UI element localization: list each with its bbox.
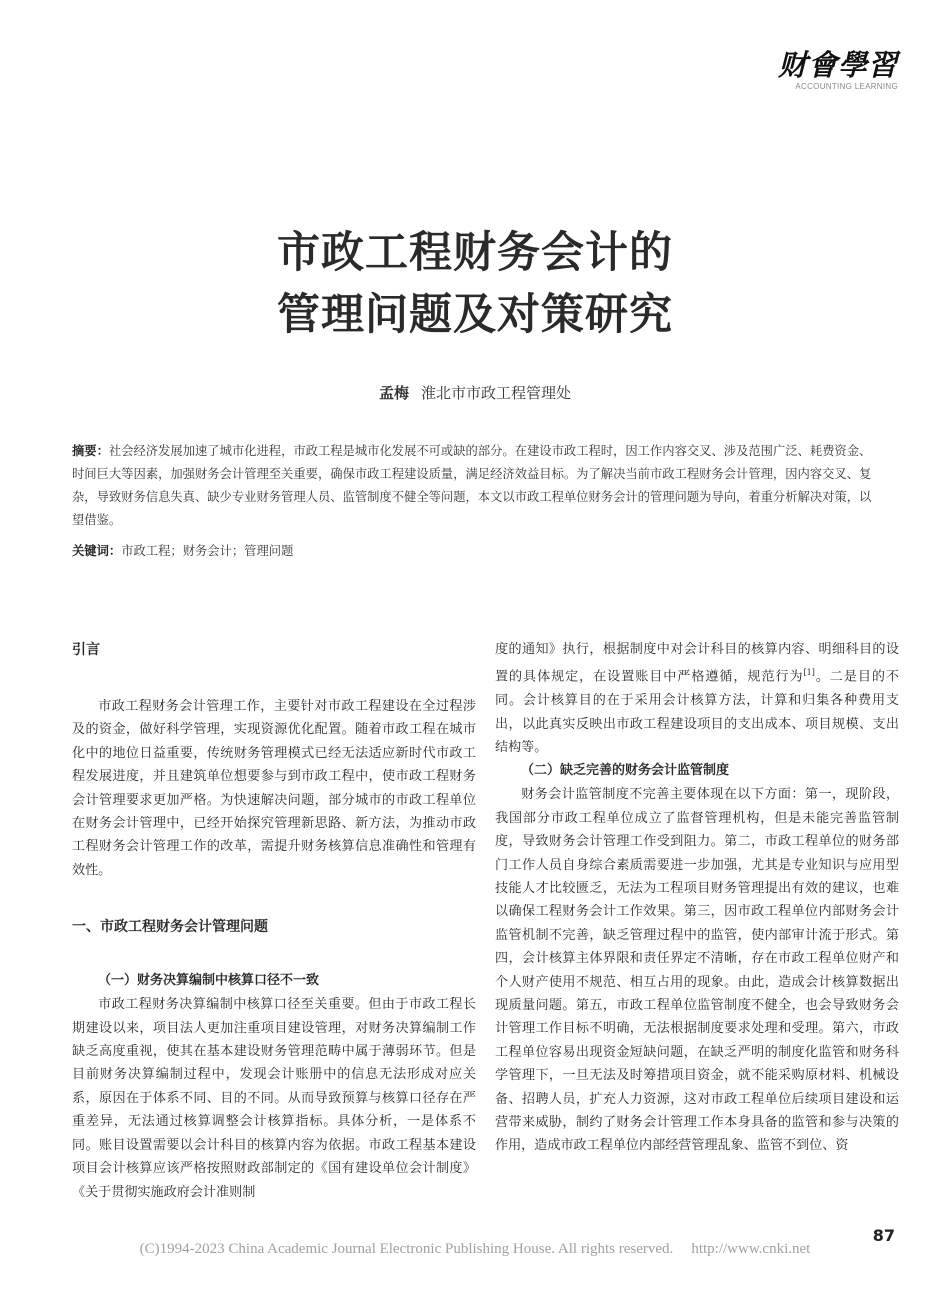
journal-logo [778, 50, 898, 91]
intro-heading: 引言 [72, 642, 100, 658]
keywords-label: 关键词： [72, 544, 122, 558]
citation-marker: [1] [803, 668, 815, 678]
keywords-text: 市政工程；财务会计；管理问题 [121, 544, 294, 558]
journal-logo-text: 财會學習 [777, 48, 898, 82]
continued-text-b: 。二是目的不同。会计核算目的在于采用会计核算方法，计算和归集各种费用支出，以此真实反映出市政工程建设项目的支出成本、项目规模、支出结构等。 [495, 669, 899, 755]
copyright-footer [0, 1241, 950, 1258]
author-name: 孟梅 [378, 384, 409, 402]
abstract [72, 440, 880, 532]
subsection-2-paragraph: 财务会计监管制度不完善主要体现在以下方面：第一，现阶段，我国部分市政工程单位成立了监督管理机构，但是未能完善监管制度，导致财务会计管理工作受到阻力。第二，市政工程单位的财务部门工作人员自身综合素质需要进一步加强，尤其是专业知识与应用型技能人才比较匮乏，无法为工程项目财务管理提出有效的建议，也难以确保工程财务会计工作效果。第三，因市政工程单位内部财务会计监管机制不完善，缺乏管理过程中的监管，使内部审计流于形式。第四，会计核算主体界限和责任界定不清晰，存在市政工程单位财产和个人财产使用不规范、相互占用的现象。由此，造成会计核算数据出现质量问题。第五，市政工程单位监管制度不健全，也会导致财务会计管理工作目标不明确，无法根据制度要求处理和受理。第六，市政工程单位容易出现资金短缺问题，在缺乏严明的制度化监管和财务科学管理下，一旦无法及时筹措项目资金，就不能采购原材料、机械设备、招聘人员，扩充人力资源，这对市政工程单位后续项目建设和运营带来威胁，制约了财务会计管理工作本身具备的监管和参与决策的作用，造成市政工程单位内部经营管理乱象、监管不到位、资 [495, 787, 899, 1154]
subsection-1-paragraph: 市政工程财务决算编制中核算口径至关重要。但由于市政工程长期建设以来，项目法人更加注重项目建设管理，对财务决算编制工作缺乏高度重视，使其在基本建设财务管理范畴中属于薄弱环节。但是目前财务决算编制过程中，发现会计账册中的信息无法形成对应关系，原因在于体系不同、目的不同。从而导致预算与核算口径存在严重差异，无法通过核算调整会计核算指标。具体分析，一是体系不同。账目设置需要以会计科目的核算内容为依据。市政工程基本建设项目会计核算应该严格按照财政部制定的《国有建设单位会计制度》《关于贯彻实施政府会计准则制 [72, 997, 476, 1200]
article-title [0, 222, 950, 346]
page-number: 87 [872, 1226, 895, 1245]
article-title-line-2: 管理问题及对策研究 [277, 290, 673, 340]
left-column [72, 638, 476, 1204]
abstract-text: 社会经济发展加速了城市化进程，市政工程是城市化发展不可或缺的部分。在建设市政工程时，因工作内容交叉、涉及范围广泛、耗费资金、时间巨大等因素，加强财务会计管理至关重要，确保市政工程建设质量，满足经济效益目标。为了解决当前市政工程财务会计管理，因内容交叉、复杂，导致财务信息失真、缺少专业财务管理人员、监管制度不健全等问题，本文以市政工程单位财务会计的管理问题为导向，着重分析解决对策，以望借鉴。 [72, 444, 872, 527]
subsection-1-heading: （一）财务决算编制中核算口径不一致 [98, 973, 320, 989]
subsection-2-heading: （二）缺乏完善的财务会计监管制度 [521, 763, 730, 779]
intro-paragraph: 市政工程财务会计管理工作，主要针对市政工程建设在全过程涉及的资金，做好科学管理，实现资源优化配置。随着市政工程在城市化中的地位日益重要，传统财务管理模式已经无法适应新时代市政工程发展进度，并且建筑单位想要参与到市政工程中，使市政工程财务会计管理要求更加严格。为快速解决问题，部分城市的市政工程单位在财务会计管理中，已经开始探究管理新思路、新方法，为推动市政工程财务会计管理工作的改革，需提升财务核算信息准确性和管理有效性。 [72, 699, 476, 878]
copyright-text: (C)1994-2023 China Academic Journal Electronic Publishing House. All rights reserved. [139, 1241, 674, 1257]
author-affiliation: 淮北市市政工程管理处 [421, 384, 572, 402]
continued-text-a: 度的通知》执行，根据制度中对会计科目的核算内容、明细科目的设置的具体规定，在设置账目中严格遵循，规范行为 [495, 642, 899, 685]
abstract-label: 摘要： [72, 444, 109, 458]
continued-paragraph [495, 638, 899, 759]
article-title-line-1: 市政工程财务会计的 [277, 228, 673, 278]
keywords [72, 540, 880, 562]
right-column [495, 638, 899, 1158]
section-1-heading: 一、市政工程财务会计管理问题 [72, 919, 268, 936]
author-line [0, 382, 950, 403]
cnki-url[interactable]: http://www.cnki.net [691, 1241, 811, 1257]
journal-logo-subtitle: ACCOUNTING LEARNING [795, 82, 898, 91]
